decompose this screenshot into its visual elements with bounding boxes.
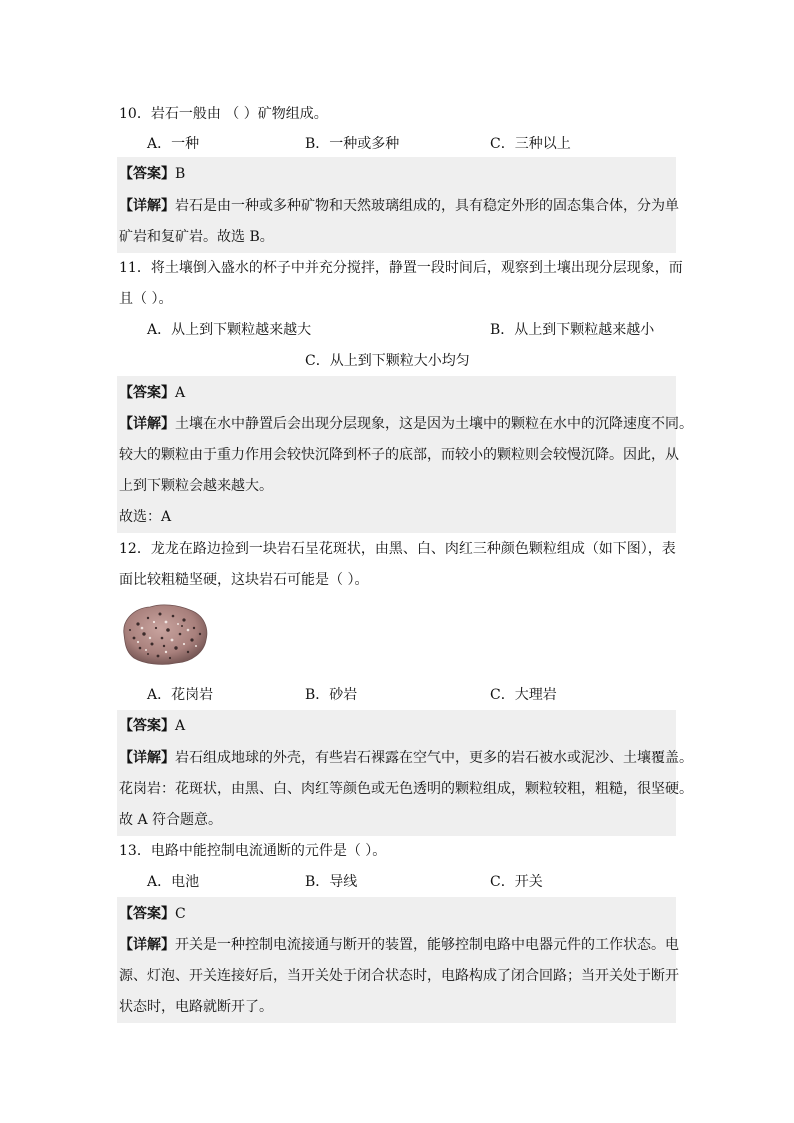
q12-detail-line-3: 故 A 符合题意。 xyxy=(119,812,223,828)
q12-option-a: A．花岗岩 xyxy=(147,687,214,703)
q11-option-a: A．从上到下颗粒越来越大 xyxy=(147,322,312,338)
q13-detail-line-1 xyxy=(119,935,679,955)
q11-answer xyxy=(119,383,185,403)
detail-text: 岩石组成地球的外壳，有些岩石裸露在空气中，更多的岩石被水或泥沙、土壤覆盖。 xyxy=(175,750,693,766)
q10-answer xyxy=(119,164,185,184)
q13-option-b: B．导线 xyxy=(305,874,358,890)
q11-detail-line-1 xyxy=(119,414,693,434)
answer-label: 【答案】 xyxy=(119,718,175,734)
detail-label: 【详解】 xyxy=(119,937,175,953)
q12-option-c: C．大理岩 xyxy=(490,687,557,703)
answer-label: 【答案】 xyxy=(119,906,175,922)
q11-detail-line-3: 上到下颗粒会越来越大。 xyxy=(119,478,273,494)
q11-conclusion: 故选：A xyxy=(119,509,172,525)
detail-text: 岩石是由一种或多种矿物和天然玻璃组成的，具有稳定外形的固态集合体，分为单 xyxy=(175,198,679,214)
detail-label: 【详解】 xyxy=(119,750,175,766)
q10-option-c: C．三种以上 xyxy=(490,136,571,152)
q13-option-c: C．开关 xyxy=(490,874,543,890)
detail-label: 【详解】 xyxy=(119,198,175,214)
q12-answer xyxy=(119,716,185,736)
q12-detail-line-2: 花岗岩：花斑状，由黑、白、肉红等颜色或无色透明的颗粒组成，颗粒较粗，粗糙，很坚硬。 xyxy=(119,781,693,797)
q10-detail-line-1 xyxy=(119,196,679,216)
question-13-stem: 13．电路中能控制电流通断的元件是（ ）。 xyxy=(119,843,387,859)
answer-value: C xyxy=(175,906,186,922)
answer-value: A xyxy=(175,718,186,734)
q10-detail-line-2: 矿岩和复矿岩。故选 B。 xyxy=(119,229,274,245)
question-11-stem-line-1: 11．将土壤倒入盛水的杯子中并充分搅拌，静置一段时间后，观察到土壤出现分层现象，而 xyxy=(119,260,683,276)
q13-answer xyxy=(119,904,186,924)
answer-label: 【答案】 xyxy=(119,385,175,401)
answer-value: B xyxy=(175,166,186,182)
answer-label: 【答案】 xyxy=(119,166,175,182)
granite-rock-image xyxy=(118,600,210,668)
detail-text: 开关是一种控制电流接通与断开的装置，能够控制电路中电器元件的工作状态。电 xyxy=(175,937,679,953)
q11-detail-line-2: 较大的颗粒由于重力作用会较快沉降到杯子的底部，而较小的颗粒则会较慢沉降。因此，从 xyxy=(119,447,679,463)
question-11-stem-line-2: 且（ ）。 xyxy=(119,291,173,307)
q10-option-a: A．一种 xyxy=(147,136,200,152)
q13-detail-line-3: 状态时，电路就断开了。 xyxy=(119,999,273,1015)
q10-option-b: B．一种或多种 xyxy=(305,136,400,152)
question-12-stem-line-1: 12．龙龙在路边捡到一块岩石呈花斑状，由黑、白、肉红三种颜色颗粒组成（如下图），表 xyxy=(119,541,676,557)
question-12-stem-line-2: 面比较粗糙坚硬，这块岩石可能是（ ）。 xyxy=(119,572,369,588)
q11-option-c: C．从上到下颗粒大小均匀 xyxy=(305,353,470,369)
q12-detail-line-1 xyxy=(119,748,693,768)
detail-label: 【详解】 xyxy=(119,416,175,432)
q11-option-b: B．从上到下颗粒越来越小 xyxy=(490,322,655,338)
question-10-stem: 10．岩石一般由 （ ）矿物组成。 xyxy=(119,106,328,122)
q13-option-a: A．电池 xyxy=(147,874,200,890)
q12-option-b: B．砂岩 xyxy=(305,687,358,703)
answer-value: A xyxy=(175,385,186,401)
q13-detail-line-2: 源、灯泡、开关连接好后，当开关处于闭合状态时，电路构成了闭合回路；当开关处于断开 xyxy=(119,968,679,984)
detail-text: 土壤在水中静置后会出现分层现象，这是因为土壤中的颗粒在水中的沉降速度不同。 xyxy=(175,416,693,432)
